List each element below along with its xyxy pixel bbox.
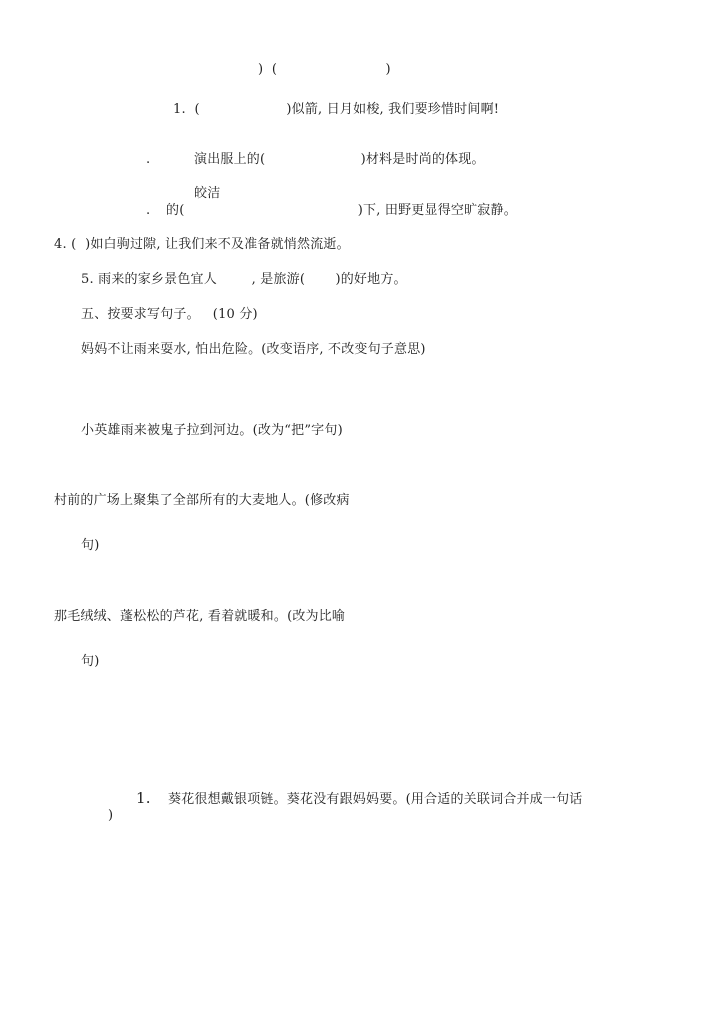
question-3-line: 的( )下, 田野更显得空旷寂静。 [166,203,517,218]
sentence-task-2: 小英雄雨来被鬼子拉到河边。(改为“把”字句) [81,423,343,438]
sentence-task-3: 村前的广场上聚集了全部所有的大麦地人。(修改病 [54,493,350,508]
sentence-task-4: 那毛绒绒、蓬松松的芦花, 看着就暖和。(改为比喻 [54,609,346,624]
sentence-task-5-cont: ) [108,808,114,823]
question-3-number: . [146,203,151,218]
blank-pair-line: ) ( ) [258,62,391,77]
sentence-task-5: 葵花很想戴银项链。葵花没有跟妈妈要。(用合适的关联词合并成一句话 [168,792,583,807]
section-5-heading: 五、按要求写句子。 (10 分) [81,307,258,322]
question-5-line: 5. 雨来的家乡景色宜人 , 是旅游( )的好地方。 [81,272,407,287]
question-1-line: 1. ( )似箭, 日月如梭, 我们要珍惜时间啊! [173,102,500,117]
question-2-number: . [146,152,151,167]
sentence-task-4-cont: 句) [81,654,100,669]
hint-word-jiaojie: 皎洁 [194,186,221,201]
question-2-line: 演出服上的( )材料是时尚的体现。 [194,152,485,167]
sentence-task-1: 妈妈不让雨来耍水, 怕出危险。(改变语序, 不改变句子意思) [81,342,426,357]
sentence-task-3-cont: 句) [81,538,100,553]
question-4-line: 4. ( )如白驹过隙, 让我们来不及准备就悄然流逝。 [54,237,350,252]
sentence-task-5-number: 1. [136,789,151,807]
